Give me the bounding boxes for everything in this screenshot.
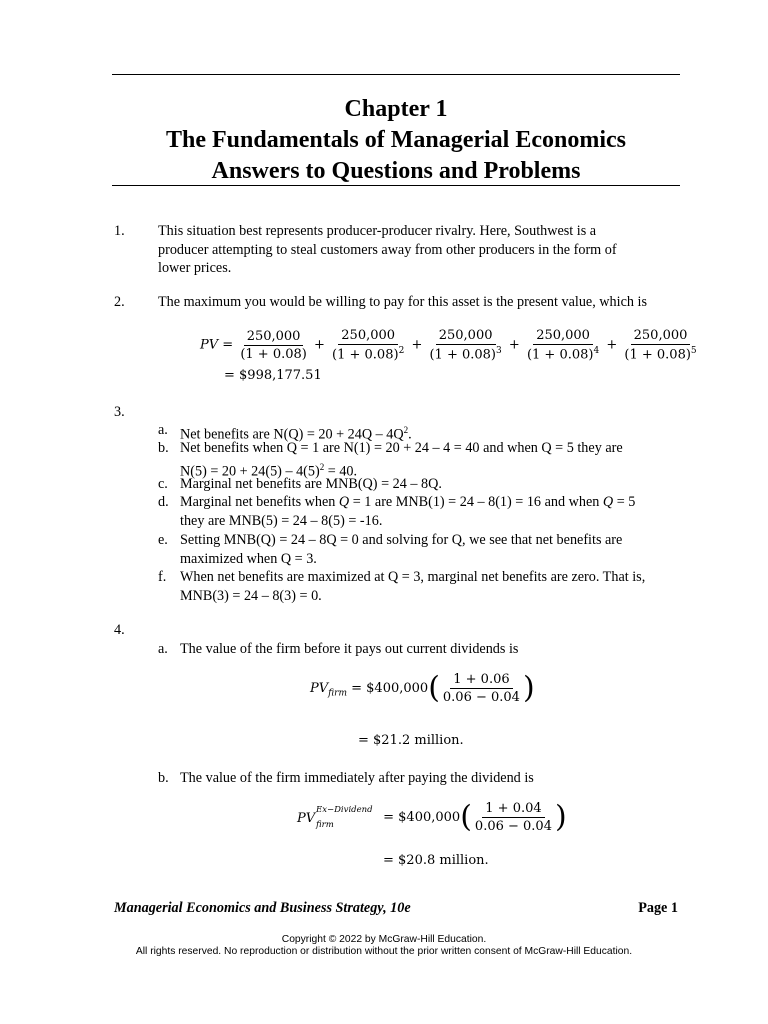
book-title: Managerial Economics and Business Strategy, 10e [114, 900, 411, 916]
title-rule [112, 185, 680, 186]
q4-item-b-letter: b. [158, 770, 169, 786]
q3-item-e-letter: e. [158, 532, 168, 548]
q3-item-e: Setting MNB(Q) = 24 – 8Q = 0 and solving for Q, we see that net benefits are maximized when Q = 3. [180, 532, 623, 567]
pv-term-4: $\frac{250,000}{(1 + 0.08)^4}$ [526, 328, 600, 363]
firm-value-result: = $21.2 million. [358, 733, 464, 748]
q3-item-b-letter: b. [158, 440, 169, 456]
q3-item-a: Net benefits are $N(Q) = 20 + 24Q - 4Q^2$. [180, 425, 412, 443]
q4-item-a-letter: a. [158, 641, 168, 657]
ex-dividend-equation: PV Ex−Dividend firm = $400,000( $\frac{1 + 0.04}{0.06 - 0.04}$ ) [297, 799, 567, 835]
question-3-number: 3. [114, 404, 125, 420]
page-title: The Fundamentals of Managerial Economics [166, 127, 626, 153]
firm-value-equation: $PV_{firm}$ = $400,000( $\frac{1 + 0.06}{0.06 - 0.04}$ ) [310, 670, 535, 706]
page-number: Page 1 [638, 900, 678, 916]
pv-result: = $998,177.51 [224, 368, 322, 383]
q3-item-a-letter: a. [158, 422, 168, 438]
copyright-line-1: Copyright © 2022 by McGraw-Hill Education. [281, 934, 487, 945]
question-2-answer: The maximum you would be willing to pay for this asset is the present value, which is [158, 294, 647, 310]
q4-item-a: The value of the firm before it pays out current dividends is [180, 641, 519, 657]
top-rule [112, 74, 680, 75]
q3-item-c: Marginal net benefits are MNB(Q) = 24 – 8Q. [180, 476, 442, 492]
pv-term-2: $\frac{250,000}{(1 + 0.08)^2}$ [332, 328, 405, 363]
q4-item-b: The value of the firm immediately after paying the dividend is [180, 770, 534, 786]
q3-item-d: Marginal net benefits when Q = 1 are MNB(1) = 24 – 8(1) = 16 and when Q = 5 they are MNB(5) = 24 – 8(5) = -16. [180, 494, 636, 529]
pv-term-5: $\frac{250,000}{(1 + 0.08)^5}$ [624, 328, 697, 363]
ex-dividend-result: = $20.8 million. [383, 853, 489, 868]
q3-item-c-letter: c. [158, 476, 168, 492]
question-4-number: 4. [114, 622, 125, 638]
chapter-heading: Chapter 1 [344, 96, 448, 122]
page-subtitle: Answers to Questions and Problems [211, 158, 581, 184]
q3-item-f: When net benefits are maximized at Q = 3, marginal net benefits are zero. That is, MNB(3) = 24 – 8(3) = 0. [180, 569, 646, 604]
q3-item-d-letter: d. [158, 494, 169, 510]
question-1-answer: This situation best represents producer-producer rivalry. Here, Southwest is a producer attempting to steal customers away from other producers in the form of lower prices. [158, 223, 617, 276]
pv-term-3: $\frac{250,000}{(1 + 0.08)^3}$ [429, 328, 502, 363]
pv-label: PV = [200, 337, 234, 353]
q3-item-b: Net benefits when Q = 1 are N(1) = 20 + 24 – 4 = 40 and when Q = 5 they are $N(5) = 20 + 24(5) - 4(5)^2 = 40$. [180, 440, 623, 480]
question-1-number: 1. [114, 223, 125, 239]
pv-term-1: $\frac{250,000}{(1 + 0.08)}$ [240, 328, 307, 362]
copyright-line-2: All rights reserved. No reproduction or distribution without the prior written consent of McGraw-Hill Education. [135, 946, 633, 957]
pv-equation: PV = $\frac{250,000}{(1 + 0.08)}$ + $\frac{250,000}{(1 + 0.08)^2}$ + $\frac{250,000}{(1 + 0.08)^3}$ + $\frac{250,000}{(1 + 0.08)^4}$ + $\frac{250,000}{(1 + 0.08)^5}$ [200, 328, 700, 362]
q3-item-f-letter: f. [158, 569, 167, 585]
question-2-number: 2. [114, 294, 125, 310]
